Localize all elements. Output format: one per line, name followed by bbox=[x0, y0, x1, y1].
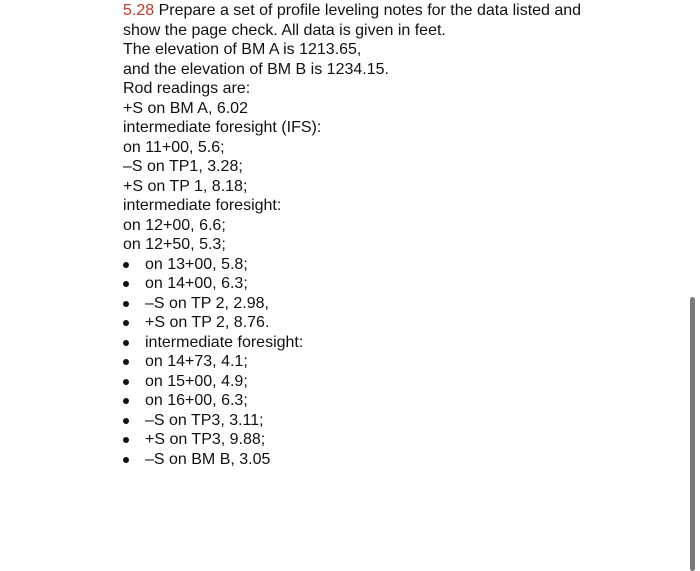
problem-number: 5.28 bbox=[123, 2, 155, 19]
bullet-list-item bbox=[123, 352, 623, 372]
bullet-list-item bbox=[123, 411, 623, 431]
bullet-list-item bbox=[123, 255, 623, 275]
bullet-list-item bbox=[123, 372, 623, 392]
bullet-icon bbox=[123, 457, 129, 463]
rod-readings-heading: Rod readings are: bbox=[123, 80, 251, 97]
reading-line: intermediate foresight (IFS): bbox=[123, 119, 322, 136]
scrollbar-thumb[interactable] bbox=[690, 297, 695, 571]
bullet-icon bbox=[123, 262, 129, 268]
bullet-icon bbox=[123, 437, 129, 443]
bullet-text: on 16+00, 6.3; bbox=[145, 392, 248, 409]
problem-statement-line-2: show the page check. All data is given in feet. bbox=[123, 21, 446, 39]
bulleted-readings-list bbox=[123, 255, 623, 470]
bullet-list-item bbox=[123, 274, 623, 294]
reading-line: +S on TP 1, 8.18; bbox=[123, 177, 248, 195]
bullet-text: –S on TP3, 3.11; bbox=[145, 411, 264, 429]
bullet-icon bbox=[123, 379, 129, 385]
bullet-icon bbox=[123, 340, 129, 346]
bullet-list-item bbox=[123, 430, 623, 450]
bullet-list-item bbox=[123, 313, 623, 333]
reading-line: +S on BM A, 6.02 bbox=[123, 99, 248, 117]
bullet-text: on 13+00, 5.8; bbox=[145, 255, 248, 273]
bullet-icon bbox=[123, 301, 129, 307]
problem-statement-text-1: Prepare a set of profile leveling notes for the data listed and bbox=[154, 2, 582, 19]
bullet-list-item bbox=[123, 333, 623, 353]
reading-line: on 12+00, 6.6; bbox=[123, 216, 226, 234]
reading-line: on 12+50, 5.3; bbox=[123, 236, 226, 253]
bullet-text: on 15+00, 4.9; bbox=[145, 372, 248, 390]
problem-text bbox=[123, 0, 623, 469]
reading-line: on 11+00, 5.6; bbox=[123, 138, 225, 156]
bullet-text: –S on TP 2, 2.98, bbox=[145, 294, 269, 312]
bullet-icon bbox=[123, 281, 129, 287]
bullet-text: intermediate foresight: bbox=[145, 333, 304, 351]
bullet-text: –S on BM B, 3.05 bbox=[145, 450, 271, 468]
bullet-icon bbox=[123, 320, 129, 326]
bullet-text: on 14+00, 6.3; bbox=[145, 275, 248, 292]
bullet-text: +S on TP 2, 8.76. bbox=[145, 314, 270, 331]
bullet-list-item bbox=[123, 450, 623, 470]
bullet-icon bbox=[123, 398, 129, 404]
elevation-bm-b: and the elevation of BM B is 1234.15. bbox=[123, 60, 389, 78]
bullet-text: +S on TP3, 9.88; bbox=[145, 431, 266, 448]
elevation-bm-a: The elevation of BM A is 1213.65, bbox=[123, 41, 362, 58]
bullet-icon bbox=[123, 359, 129, 365]
bullet-icon bbox=[123, 418, 129, 424]
bullet-list-item bbox=[123, 294, 623, 314]
reading-line: –S on TP1, 3.28; bbox=[123, 158, 243, 175]
problem-statement-line-1 bbox=[123, 1, 623, 21]
bullet-text: on 14+73, 4.1; bbox=[145, 353, 248, 370]
reading-line: intermediate foresight: bbox=[123, 197, 282, 214]
bullet-list-item bbox=[123, 391, 623, 411]
